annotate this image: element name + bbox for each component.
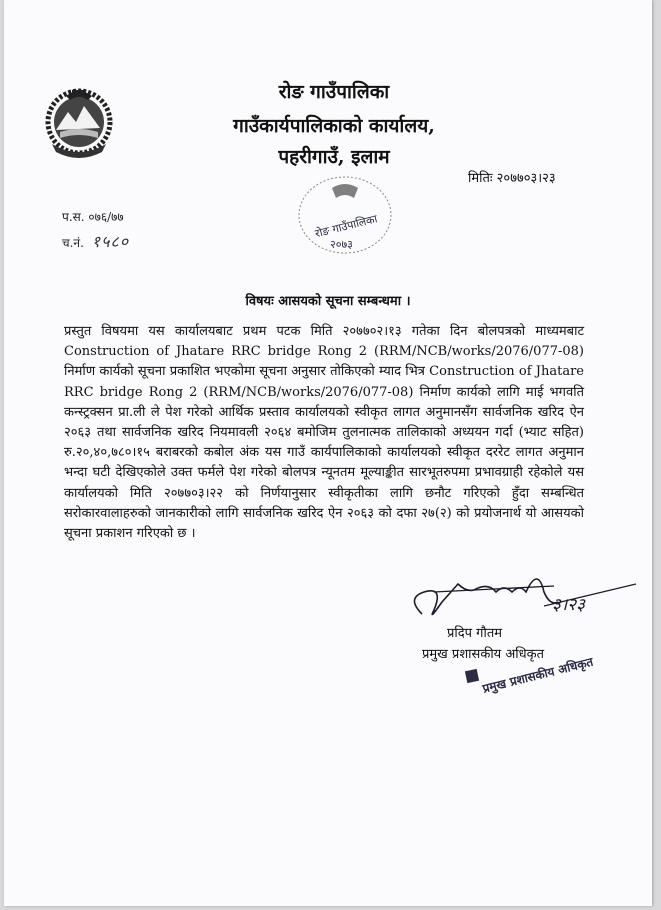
subject-line: विषयः आसयको सूचना सम्बन्धमा । [245,294,411,309]
nepal-emblem-icon [42,82,116,160]
signatory-name: प्रदिप गौतम [447,626,503,641]
stamp-text-bottom: २०७३ [330,238,353,251]
office-address: पहरीगाउँ, इलाम [278,146,390,168]
letter-date: मितिः २०७७०३।२३ [468,171,556,186]
chalani-handwritten: १५८० [91,232,130,251]
office-subtitle: गाउँकार्यपालिकाको कार्यालय, [233,115,435,137]
letter-page [4,0,652,906]
chalani-label: च.नं. [62,236,84,250]
chalani-number [62,230,129,252]
signature-date: ३।२३ [552,595,585,615]
notice-body: प्रस्तुत विषयमा यस कार्यालयबाट प्रथम पटक मिति २०७७०२।१३ गतेका दिन बोलपत्रको माध्यमबाट Construction of Jhatare RRC bridge Rong 2 (RRM/NCB/works/2076/077-08) निर्माण कार्यको सूचना प्रकाशित भएकोमा सूचना अनुसार तोकिएको म्याद भित्र Construction of Jhatare RRC bridge Rong 2 (RRM/NCB/works/2076/077-08) निर्माण कार्यको लागि माई भगवति कन्स्ट्रक्सन प्रा.ली ले पेश गरेको आर्थिक प्रस्ताव कार्यालयको स्वीकृत लागत अनुमानसँग सार्वजनिक खरिद ऐन २०६३ तथा सार्वजनिक खरिद नियमावली २०६४ बमोजिम तुलनात्मक तालिकाको अध्ययन गर्दा (भ्याट सहित) रु.२०,४०,७८०।१५ बराबरको कबोल अंक यस गाउँ कार्यपालिकाको कार्यालयको स्वीकृत दररेट लागत अनुमान भन्दा घटी देखिएकोले उक्त फर्मले पेश गरेको बोलपत्र न्यूनतम मूल्याङ्कीत सारभूतरुपमा प्रभावग्राही रहेकोले यस कार्यालयको मिति २०७७०३।२२ को निर्णयानुसार स्वीकृतीका लागि छनौट गरिएको हुँदा सम्बन्धित सरोकारवालाहरुको जानकारीको लागि सार्वजनिक खरिद ऐन २०६३ को दफा २७(२) को प्रयोजनार्थ यो आसयको सूचना प्रकाशन गरिएको छ । [64,324,584,542]
designation-seal [456,632,596,702]
office-name: रोङ गाउँपालिका [278,81,390,103]
stamp-text-top: रोङ गाउँपालिका [313,212,379,241]
office-stamp [292,170,398,260]
patra-sankhya: प.स. ०७६/७७ [62,210,124,224]
seal-text: प्रमुख प्रशासकीय अधिकृत [481,654,595,696]
handwritten-signature [404,562,644,632]
signatory-title: प्रमुख प्रशासकीय अधिकृत [422,647,545,662]
